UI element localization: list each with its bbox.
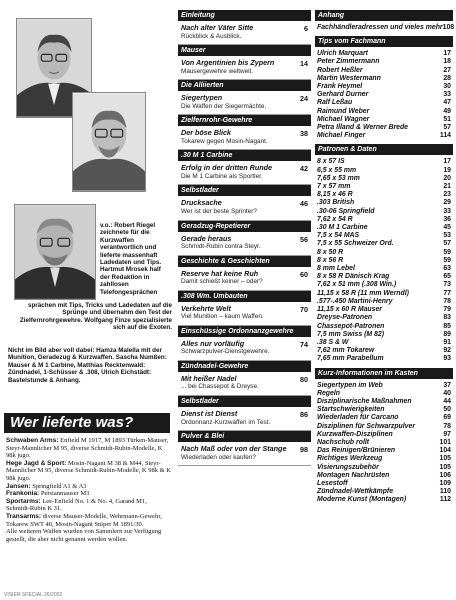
index-entry-label: Frank Heymel xyxy=(317,83,363,91)
page-number: 104 xyxy=(439,447,451,455)
page-number: 79 xyxy=(443,306,451,314)
index-entry[interactable] xyxy=(317,240,451,248)
page-footer: VISIER SPECIAL 26/2002 xyxy=(4,592,63,598)
index-entry-label: 8 mm Lebel xyxy=(317,265,355,273)
page-number: 23 xyxy=(443,191,451,199)
index-entry-label: 8 x 56 R xyxy=(317,256,344,264)
portrait-image xyxy=(15,205,95,299)
photo-caption-continued: sprächen mit Tips, Tricks und Ladedaten auf die Sprünge und übernahm den Test der Zielfernrohrgewehre. Wolfgang Finze spezialisierte sich auf die Exoten. xyxy=(19,302,172,332)
page-number: 14 xyxy=(300,59,308,69)
page-number: 27 xyxy=(443,66,451,74)
index-entry[interactable] xyxy=(317,67,451,75)
index-entry[interactable] xyxy=(317,108,451,116)
supplier-name: Sportarms: xyxy=(6,497,41,505)
index-entry-label: .303 British xyxy=(317,199,355,207)
index-entry-label: .30 M 1 Carbine xyxy=(317,224,368,232)
index-list xyxy=(315,47,453,144)
index-entry[interactable] xyxy=(317,472,451,480)
index-entry[interactable] xyxy=(317,488,451,496)
suppliers-heading: Wer lieferte was? xyxy=(4,413,170,433)
section-heading: Einschüssige Ordonnanzgewehre xyxy=(178,326,311,337)
supplier-name: Jansen: xyxy=(6,482,31,490)
index-entry[interactable] xyxy=(317,496,451,504)
index-entry-label: Martin Westermann xyxy=(317,74,381,82)
index-entry-label: Zündnadel-Wettkämpfe xyxy=(317,488,394,496)
article-entry[interactable] xyxy=(178,442,311,466)
supplier-entry xyxy=(6,460,172,483)
index-entry-label: Disziplinen für Schwarzpulver xyxy=(317,422,416,430)
index-entry-label: Kurzwaffen-Disziplinen xyxy=(317,430,393,438)
contents-index-column xyxy=(315,10,453,598)
section-heading: Selbstlader xyxy=(178,396,311,407)
supplier-items: Mosin-Nagant M 38 & M44, Steyr-Mannlicher M 95, diverse Schmidt-Rubin-Modelle, K 98k & K 98k jugo. xyxy=(6,459,172,482)
index-entry[interactable] xyxy=(317,390,451,398)
index-entry-label: Raimund Weber xyxy=(317,107,370,115)
page-number: 36 xyxy=(443,215,451,223)
index-entry-label: Gerhard Durner xyxy=(317,91,369,99)
section-heading: Pulver & Blei xyxy=(178,431,311,442)
index-entry[interactable] xyxy=(317,382,451,390)
page-number: 105 xyxy=(439,463,451,471)
supplier-items: diverse Mauser-Modelle, Wehrmann-Gewehr, Tokarew SWT 40, Mosin-Nagant Sniper M 1891/30. xyxy=(6,512,162,528)
page-number: 112 xyxy=(439,496,451,504)
page-number: 21 xyxy=(443,183,451,191)
section-heading: Zündnadel-Gewehre xyxy=(178,361,311,372)
index-entry-label: Fachhändleradressen und vieles mehr xyxy=(317,24,443,31)
section-heading: Einleitung xyxy=(178,10,311,21)
article-title: Verkehrte Welt xyxy=(181,303,231,313)
index-entry-label: 7 x 57 mm xyxy=(317,183,351,191)
page-number: 73 xyxy=(443,281,451,289)
index-entry[interactable] xyxy=(317,355,451,363)
article-entry[interactable] xyxy=(178,91,311,115)
index-entry-label: 7,65 x 53 mm xyxy=(317,174,360,182)
supplier-items: Enfield M 1917, M 1893 Türken-Mauser, Steyr-Mannlicher M 95, diverse Schmidt-Rubin-Modelle, K 98k jugo. xyxy=(6,437,169,460)
index-entry-label: Richtiges Werkzeug xyxy=(317,455,383,463)
page-number: 19 xyxy=(443,166,451,174)
article-entry[interactable] xyxy=(178,232,311,256)
index-entry-label: 7,62 x 54 R xyxy=(317,215,353,223)
supplier-entry xyxy=(6,483,172,491)
article-subtitle: Damit schießt keiner – oder? xyxy=(181,278,263,286)
index-entry-label: .38 S & W xyxy=(317,338,349,346)
page-number: 106 xyxy=(439,471,451,479)
index-entry[interactable] xyxy=(317,158,451,166)
index-entry-label: Wiederladen für Carcano xyxy=(317,414,399,422)
article-subtitle: Wer ist der beste Sprinter? xyxy=(181,207,257,215)
article-subtitle: Die Waffen der Siegermächte. xyxy=(181,102,267,110)
article-title: Siegertypen xyxy=(181,93,223,103)
index-entry-label: Moderne Kunst (Montagen) xyxy=(317,496,407,504)
index-entry[interactable] xyxy=(317,83,451,91)
page-number: 29 xyxy=(443,199,451,207)
supplier-entry xyxy=(6,490,172,498)
index-entry-label: Petra Illand & Werner Brede xyxy=(317,124,409,132)
page-number: 46 xyxy=(300,199,308,209)
index-entry-label: .30-06 Springfield xyxy=(317,207,375,215)
index-entry-label: 8 x 50 R xyxy=(317,248,344,256)
page-number: 114 xyxy=(439,132,451,140)
page-number: 85 xyxy=(443,322,451,330)
page-number: 28 xyxy=(443,74,451,82)
page-number: 53 xyxy=(443,232,451,240)
article-subtitle: Wiederladen oder kaufen? xyxy=(181,453,256,461)
page-number: 49 xyxy=(443,107,451,115)
section-heading: Mauser xyxy=(178,45,311,56)
index-entry[interactable] xyxy=(317,167,451,175)
page-number: 33 xyxy=(443,207,451,215)
article-entry[interactable] xyxy=(178,56,311,80)
index-entry[interactable] xyxy=(317,406,451,414)
page-number: 17 xyxy=(443,158,451,166)
article-title: Drucksache xyxy=(181,198,222,208)
supplier-entry xyxy=(6,528,172,543)
page-number: 18 xyxy=(443,58,451,66)
page-number: 98 xyxy=(300,445,308,455)
supplier-items: Persianmauser M3 xyxy=(40,490,90,498)
supplier-name: Frankonia: xyxy=(6,490,40,498)
index-entry-label: Lesestoff xyxy=(317,479,348,487)
index-entry[interactable] xyxy=(317,208,451,216)
index-entry-label: Montagen Nachrüsten xyxy=(317,471,390,479)
page-number: 57 xyxy=(443,240,451,248)
supplier-entry xyxy=(6,437,172,460)
page-number: 74 xyxy=(300,339,308,349)
index-entry-label: Ulrich Marquart xyxy=(317,50,368,58)
supplier-items: Lee-Enfield No. 1 & No. 4, Garand M1, Schmidt-Rubin K 31. xyxy=(6,497,147,513)
section-heading: Die Alliierten xyxy=(178,80,311,91)
article-entry[interactable] xyxy=(178,337,311,361)
page-number: 77 xyxy=(443,289,451,297)
page-number: 50 xyxy=(443,406,451,414)
page-number: 57 xyxy=(443,124,451,132)
index-entry[interactable] xyxy=(317,249,451,257)
page-number: 47 xyxy=(443,99,451,107)
index-entry[interactable] xyxy=(317,414,451,422)
index-list xyxy=(315,155,453,367)
index-entry[interactable] xyxy=(317,480,451,488)
supplier-entry xyxy=(6,513,172,528)
contents-articles-column xyxy=(178,10,311,598)
supplier-name: Hege Jagd & Sport: xyxy=(6,459,67,467)
index-entry-label: .577-.450 Martini-Henry xyxy=(317,297,393,305)
index-entry[interactable] xyxy=(317,265,451,273)
supplier-name: Transarms: xyxy=(6,512,42,520)
page-number: 63 xyxy=(443,265,451,273)
index-entry[interactable] xyxy=(317,298,451,306)
article-subtitle: Tokarew gegen Mosin-Nagant. xyxy=(181,137,268,145)
index-entry[interactable] xyxy=(317,75,451,83)
index-entry-label: 8 x 58 R Dänisch Krag xyxy=(317,273,390,281)
page-number: 80 xyxy=(300,374,308,384)
page-number: 97 xyxy=(443,430,451,438)
index-entry-label: Regeln xyxy=(317,389,340,397)
page-number: 42 xyxy=(300,164,308,174)
index-entry-label: Nachschub rollt xyxy=(317,438,370,446)
section-heading: Geradzug-Repetierer xyxy=(178,221,311,232)
index-list xyxy=(315,21,453,36)
index-entry[interactable] xyxy=(317,439,451,447)
index-entry-label: 11,15 x 60 R Mauser xyxy=(317,306,382,314)
page-number: 65 xyxy=(443,273,451,281)
index-heading: Kurz-Informationen im Kasten xyxy=(315,368,453,379)
index-entry-label: Ralf Leßau xyxy=(317,99,353,107)
page-number: 83 xyxy=(443,314,451,322)
article-entry[interactable] xyxy=(178,372,311,396)
page-number: 109 xyxy=(439,479,451,487)
index-entry[interactable] xyxy=(317,273,451,281)
index-entry[interactable] xyxy=(317,306,451,314)
index-entry[interactable] xyxy=(317,323,451,331)
index-entry[interactable] xyxy=(317,423,451,431)
page-number: 40 xyxy=(443,389,451,397)
index-entry-label: Siegertypen im Web xyxy=(317,381,383,389)
article-entry[interactable] xyxy=(178,407,311,431)
index-entry[interactable] xyxy=(317,431,451,439)
page-number: 89 xyxy=(443,330,451,338)
portrait-photo-wolfgang-finze xyxy=(14,204,96,300)
article-entry[interactable] xyxy=(178,196,311,220)
index-entry[interactable] xyxy=(317,91,451,99)
left-column xyxy=(0,0,174,600)
index-entry-label: 7,65 mm Parabellum xyxy=(317,355,384,363)
supplier-name: Schwaben Arms: xyxy=(6,437,59,444)
index-entry[interactable] xyxy=(317,347,451,355)
article-subtitle: Die M 1 Carbine als Sportler. xyxy=(181,172,263,180)
index-entry[interactable] xyxy=(317,132,451,140)
index-entry-label: Visierungszubehör xyxy=(317,463,379,471)
index-entry-label: Peter Zimmermann xyxy=(317,58,380,66)
index-entry[interactable] xyxy=(317,331,451,339)
index-entry[interactable] xyxy=(317,199,451,207)
page-number: 93 xyxy=(443,355,451,363)
index-heading: Tips vom Fachmann xyxy=(315,36,453,47)
page-number: 56 xyxy=(300,234,308,244)
article-title: Dienst ist Dienst xyxy=(181,409,238,419)
article-subtitle: Rückblick & Ausblick. xyxy=(181,32,242,40)
index-entry-label: 7,5 x 55 Schweizer Ord. xyxy=(317,240,394,248)
page-number: 105 xyxy=(439,455,451,463)
index-entry[interactable] xyxy=(317,447,451,455)
page-number: 101 xyxy=(439,438,451,446)
page-number: 45 xyxy=(443,224,451,232)
suppliers-list xyxy=(6,437,172,543)
article-subtitle: Schwarzpulver-Dienstgewehre. xyxy=(181,348,270,356)
contributors-note: Nicht im Bild aber voll dabei: Hamza Malella mit der Munition, Geradezug & Kurzwaffen. Sascha Numßen: Mauser & M 1 Carbine, Matthias Recktenwald: Zündnadel, 1-Schüsser & .308, Ulrich Eichstädt: Bastelstunde & Anhang. xyxy=(8,347,167,384)
index-entry-label: Robert Heßler xyxy=(317,66,363,74)
index-entry-label: Michael Finger xyxy=(317,132,366,140)
index-entry[interactable] xyxy=(317,281,451,289)
article-subtitle: Mausergewehre weltweit. xyxy=(181,67,254,75)
article-title: Alles nur vorläufig xyxy=(181,338,245,348)
index-entry-label: Chassepot-Patronen xyxy=(317,322,385,330)
index-entry-label: Startschwierigkeiten xyxy=(317,406,385,414)
article-subtitle: Viel Munition – kaum Waffen. xyxy=(181,313,264,321)
index-entry-label: 6,5 x 55 mm xyxy=(317,166,357,174)
index-entry-label: 7,62 mm Tokarew xyxy=(317,347,375,355)
page-number: 37 xyxy=(443,381,451,389)
index-entry[interactable] xyxy=(317,290,451,298)
page-number: 70 xyxy=(300,304,308,314)
index-entry-label: Dreyse-Patronen xyxy=(317,314,373,322)
index-entry[interactable] xyxy=(317,99,451,107)
page-number: 51 xyxy=(443,115,451,123)
article-title: Nach alter Väter Sitte xyxy=(181,23,254,32)
index-heading: Anhang xyxy=(315,10,453,21)
article-title: Von Argentinien bis Zypern xyxy=(181,58,275,68)
page-number: 78 xyxy=(443,422,451,430)
index-heading: Patronen & Daten xyxy=(315,144,453,155)
supplier-items: Alle weiteren Waffen wurden von Sammlern zur Verfügung gestellt, die aber nicht genannt werden wollen. xyxy=(6,528,162,543)
index-entry[interactable] xyxy=(317,257,451,265)
page-number: 60 xyxy=(300,269,308,279)
index-list xyxy=(315,379,453,509)
page-number: 110 xyxy=(439,488,451,496)
section-heading: Selbstlader xyxy=(178,185,311,196)
page-number: 6 xyxy=(304,24,308,33)
page-number: 69 xyxy=(443,414,451,422)
page-number: 86 xyxy=(300,410,308,420)
article-subtitle: Schmidt-Rubin contra Steyr. xyxy=(181,243,261,251)
supplier-items: Springfield A1 & A3 xyxy=(32,482,87,490)
portrait-image xyxy=(73,93,145,191)
article-title: Der böse Blick xyxy=(181,128,231,138)
page-number: 91 xyxy=(443,338,451,346)
index-entry[interactable] xyxy=(317,398,451,406)
index-entry[interactable] xyxy=(317,24,455,32)
article-entry[interactable] xyxy=(178,267,311,291)
page-number: 78 xyxy=(443,297,451,305)
page-number: 108 xyxy=(442,24,455,31)
index-entry[interactable] xyxy=(317,191,451,199)
article-entry[interactable] xyxy=(178,126,311,150)
index-entry[interactable] xyxy=(317,50,451,58)
index-entry[interactable] xyxy=(317,175,451,183)
page-number: 30 xyxy=(443,83,451,91)
index-entry-label: Disziplinarische Maßnahmen xyxy=(317,397,412,405)
article-title: Erfolg in der dritten Runde xyxy=(181,163,273,173)
section-heading: .308 Wm. Umbauten xyxy=(178,291,311,302)
index-entry[interactable] xyxy=(317,224,451,232)
article-entry[interactable] xyxy=(178,161,311,185)
page-number: 24 xyxy=(300,94,308,104)
article-subtitle: Ordonnanz-Kurzwaffen im Test. xyxy=(181,418,271,426)
portrait-photo-hartmut-mrosek xyxy=(72,92,146,192)
index-entry[interactable] xyxy=(317,464,451,472)
index-entry-label: 7,5 mm Swiss (M 82) xyxy=(317,330,385,338)
index-entry-label: 7,5 x 54 MAS xyxy=(317,232,360,240)
article-title: Gerade heraus xyxy=(181,233,232,243)
page-number: 33 xyxy=(443,91,451,99)
page-number: 20 xyxy=(443,174,451,182)
photo-caption: v.o.: Robert Riegel zeichnete für die Kurzwaffen verantwortlich und lieferte massenhaft Ladedaten und Tips. Hartmut Mrosek half der Redaktion in zahllosen Telefongesprächen xyxy=(100,222,162,296)
page-number: 92 xyxy=(443,347,451,355)
section-heading: Zielfernrohr-Gewehre xyxy=(178,115,311,126)
page-number: 38 xyxy=(300,129,308,139)
index-entry-label: 7,62 x 51 mm (.308 Win.) xyxy=(317,281,397,289)
index-entry-label: Michael Wagner xyxy=(317,115,370,123)
index-entry-label: Das Reinigen/Brünieren xyxy=(317,447,396,455)
page-number: 59 xyxy=(443,248,451,256)
supplier-entry xyxy=(6,498,172,513)
article-entry[interactable] xyxy=(178,21,311,45)
index-entry-label: 11,15 x 58 R (11 mm Werndl) xyxy=(317,289,409,297)
index-entry[interactable] xyxy=(317,232,451,240)
index-entry[interactable] xyxy=(317,314,451,322)
article-subtitle: ... bei Chassepot & Dreyse. xyxy=(181,383,259,391)
index-entry[interactable] xyxy=(317,116,451,124)
index-entry[interactable] xyxy=(317,339,451,347)
section-heading: Geschichte & Geschichten xyxy=(178,256,311,267)
article-title: Nach Maß oder von der Stange xyxy=(181,444,287,454)
index-entry[interactable] xyxy=(317,455,451,463)
page-number: 44 xyxy=(443,397,451,405)
index-entry-label: 8 x 57 IS xyxy=(317,158,345,166)
article-title: Mit heißer Nadel xyxy=(181,373,237,383)
page-number: 17 xyxy=(443,50,451,58)
article-title: Reserve hat keine Ruh xyxy=(181,268,259,278)
index-entry[interactable] xyxy=(317,124,451,132)
section-heading: .30 M 1 Carbine xyxy=(178,150,311,161)
index-entry-label: 8,15 x 46 R xyxy=(317,191,353,199)
index-entry[interactable] xyxy=(317,216,451,224)
index-entry[interactable] xyxy=(317,58,451,66)
article-entry[interactable] xyxy=(178,302,311,326)
page-number: 59 xyxy=(443,256,451,264)
index-entry[interactable] xyxy=(317,183,451,191)
